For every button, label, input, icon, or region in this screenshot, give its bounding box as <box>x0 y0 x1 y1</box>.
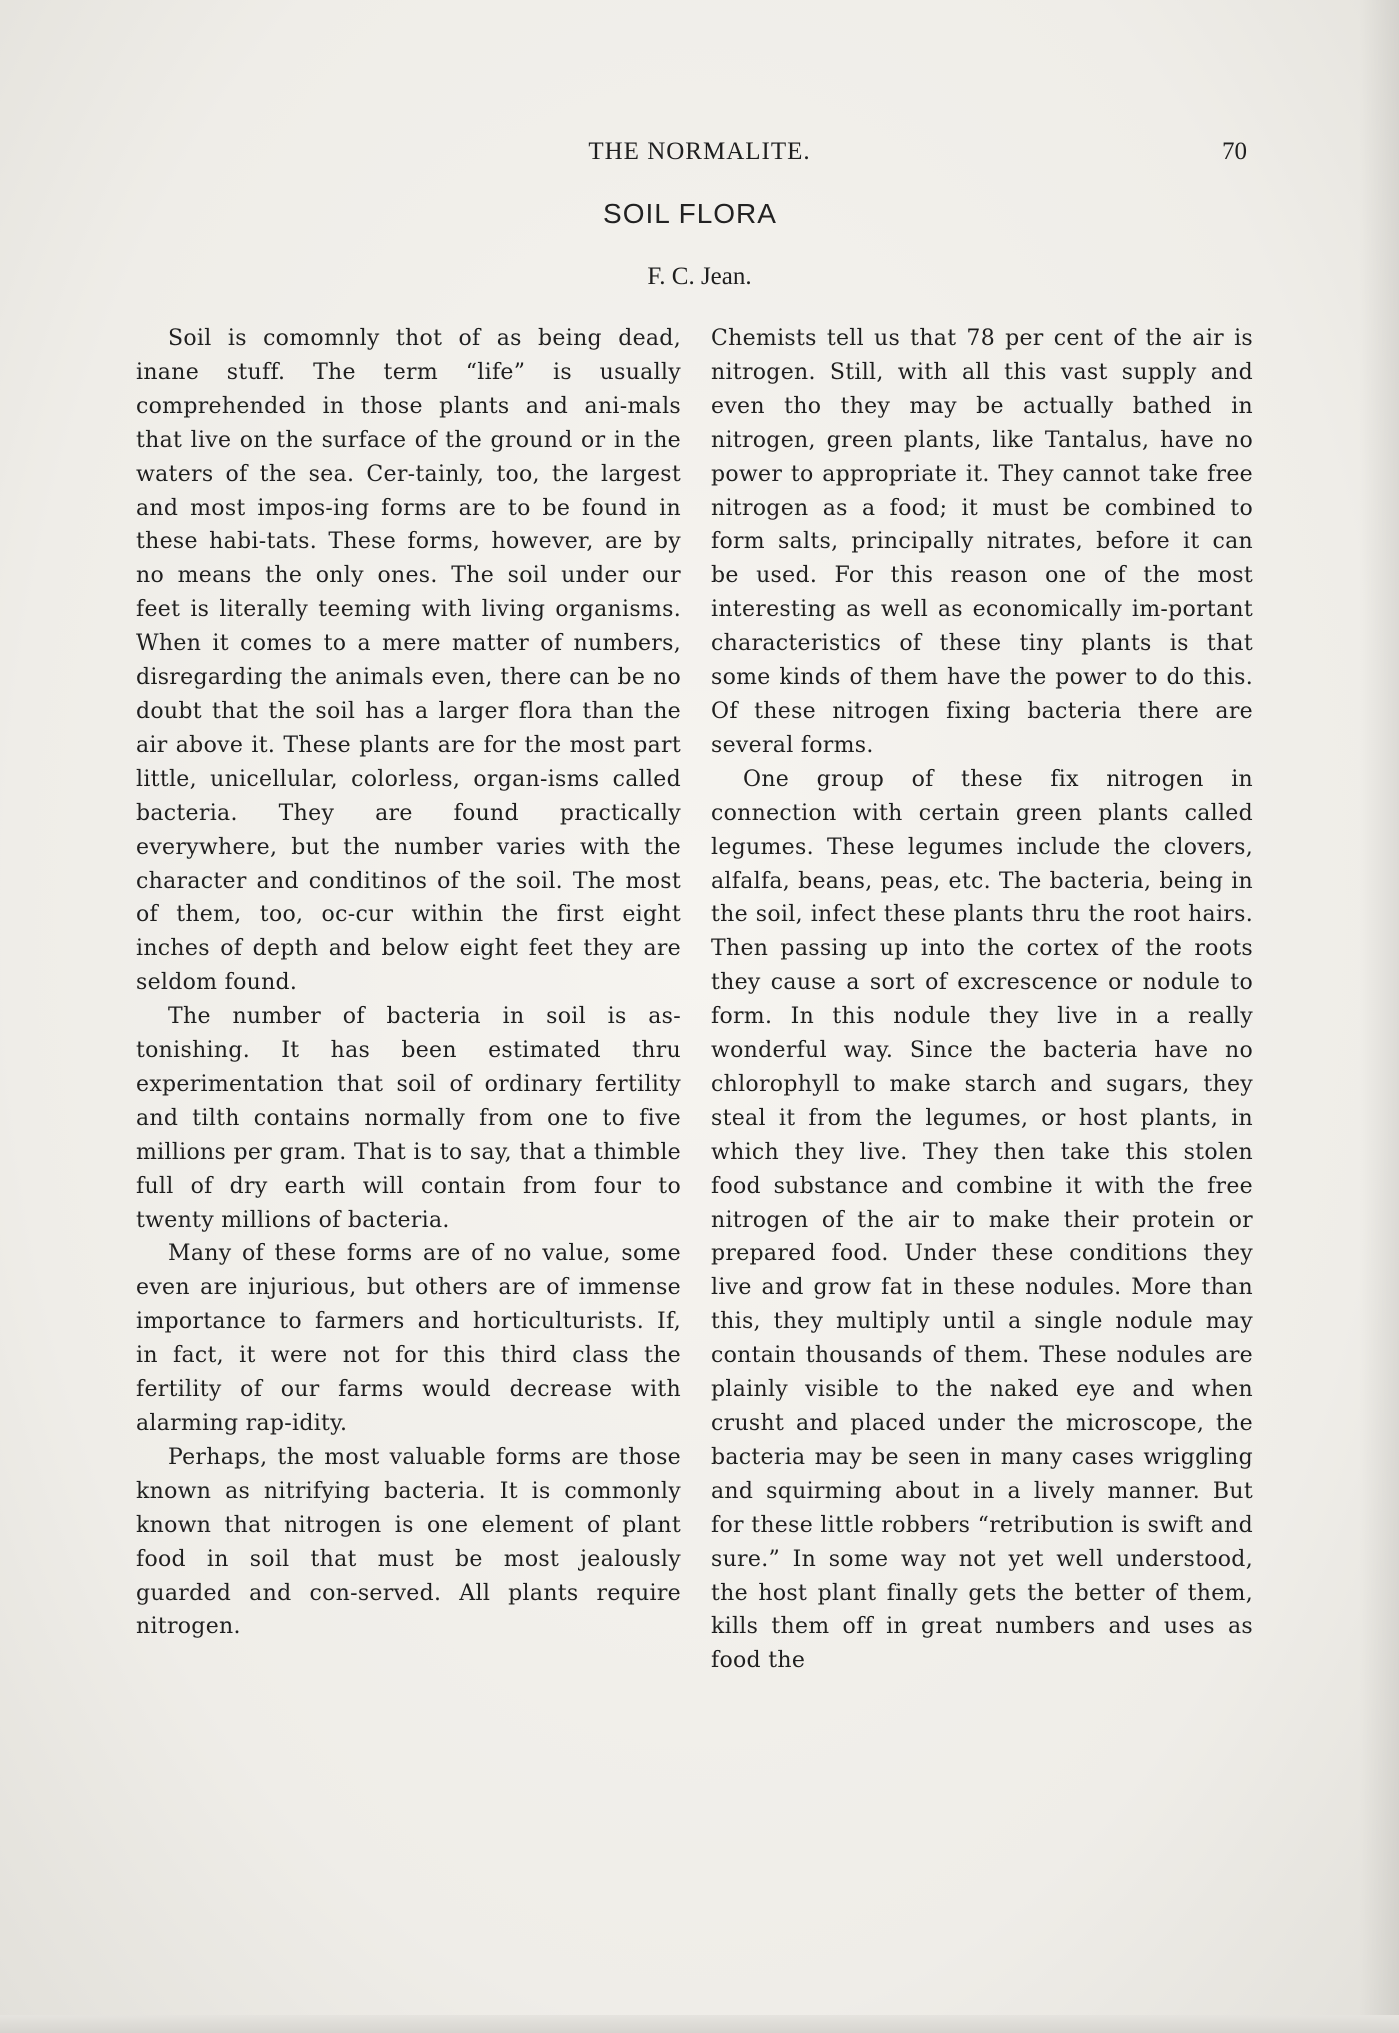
paragraph: Many of these forms are of no value, some even are injurious, but others are of immense importance to farmers and horticulturists. If, in fact, it were not for this third class the fertility of our farms would decrease with alarming rap-idity. <box>136 1241 681 1436</box>
page-bottom-edge <box>0 2015 1399 2033</box>
paragraph: Soil is comomnly thot of as being dead, inane stuff. The term “life” is usually comprehended in those plants and ani-mals that live on the surface of the ground or in the waters of the sea. Cer-tainly, too, the largest and most impos-ing forms are to be found in these habi-tats. These forms, however, are by no means the only ones. The soil under our feet is literally teeming with living organisms. When it comes to a mere matter of numbers, disregarding the animals even, there can be no doubt that the soil has a larger flora than the air above it. These plants are for the most part little, unicellular, colorless, organ-isms called bacteria. They are found practically everywhere, but the number varies with the character and conditinos of the soil. The most of them, too, oc-cur within the first eight inches of depth and below eight feet they are seldom found. <box>136 326 681 996</box>
page-number: 70 <box>1222 138 1247 165</box>
page-edge-shadow <box>1359 0 1399 2033</box>
author-byline: F. C. Jean. <box>647 263 752 290</box>
right-column <box>711 322 1253 1678</box>
article-title: SOIL FLORA <box>603 198 777 229</box>
paragraph: The number of bacteria in soil is as-tonishing. It has been estimated thru experimentation that soil of ordinary fertility and tilth contains normally from one to five millions per gram. That is to say, that a thimble full of dry earth will contain from four to twenty millions of bacteria. <box>136 1004 681 1233</box>
running-head: THE NORMALITE. <box>588 138 811 165</box>
left-column <box>136 322 681 1644</box>
paragraph: Chemists tell us that 78 per cent of the air is nitrogen. Still, with all this vast supply and even tho they may be actually bathed in nitrogen, green plants, like Tantalus, have no power to appropriate it. They cannot take free nitrogen as a food; it must be combined to form salts, principally nitrates, before it can be used. For this reason one of the most interesting as well as economically im-portant characteristics of these tiny plants is that some kinds of them have the power to do this. Of these nitrogen fixing bacteria there are several forms. <box>711 326 1253 758</box>
paragraph: One group of these fix nitrogen in connection with certain green plants called legumes. These legumes include the clovers, alfalfa, beans, peas, etc. The bacteria, being in the soil, infect these plants thru the root hairs. Then passing up into the cortex of the roots they cause a sort of excrescence or nodule to form. In this nodule they live in a really wonderful way. Since the bacteria have no chlorophyll to make starch and sugars, they steal it from the legumes, or host plants, in which they live. They then take this stolen food substance and combine it with the free nitrogen of the air to make their protein or prepared food. Under these conditions they live and grow fat in these nodules. More than this, they multiply until a single nodule may contain thousands of them. These nodules are plainly visible to the naked eye and when crusht and placed under the microscope, the bacteria may be seen in many cases wriggling and squirming about in a lively manner. But for these little robbers “retribution is swift and sure.” In some way not yet well understood, the host plant finally gets the better of them, kills them off in great numbers and uses as food the <box>711 766 1253 1674</box>
paragraph: Perhaps, the most valuable forms are those known as nitrifying bacteria. It is commonly known that nitrogen is one element of plant food in soil that must be most jealously guarded and con-served. All plants require nitrogen. <box>136 1444 681 1640</box>
